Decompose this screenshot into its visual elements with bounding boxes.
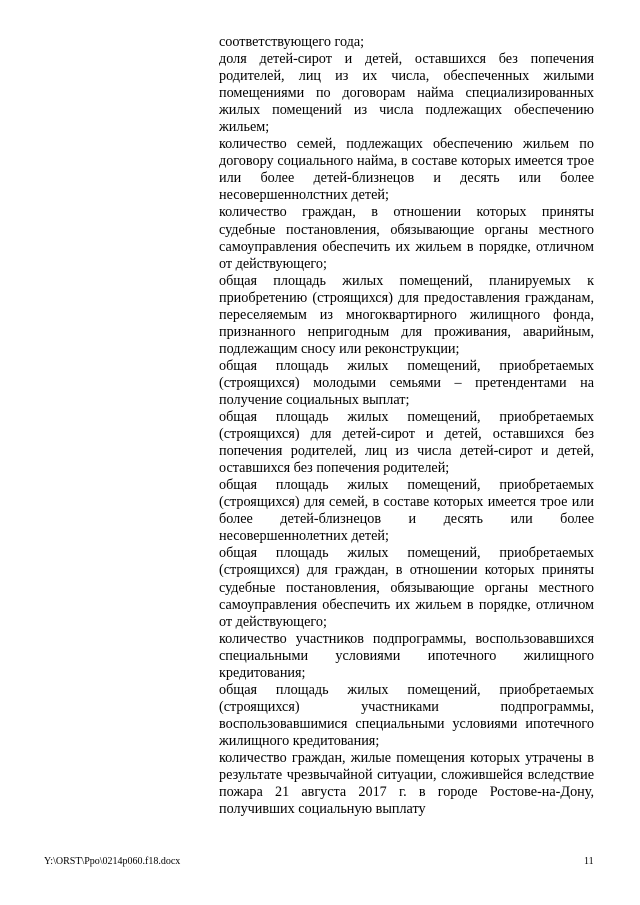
footer-file-path: Y:\ORST\Ppo\0214p060.f18.docx: [44, 856, 181, 867]
footer-page-number: 11: [584, 856, 594, 867]
paragraph: количество граждан, в отношении которых приняты судебные постановления, обязывающие органы местного самоуправления обеспечить их жильем в порядке, отличном от действующего;: [219, 204, 594, 272]
paragraph: общая площадь жилых помещений, приобретаемых (строящихся) для семей, в составе которых имеется трое или более детей-близнецов и десять или более несовершеннолетних детей;: [219, 477, 594, 545]
paragraph: общая площадь жилых помещений, приобретаемых (строящихся) для детей-сирот и детей, оставшихся без попечения родителей, лиц из числа детей-сирот и детей, оставшихся без попечения родителей;: [219, 409, 594, 477]
document-body: [219, 34, 594, 818]
paragraph: соответствующего года;: [219, 34, 365, 50]
paragraph: доля детей-сирот и детей, оставшихся без попечения родителей, лиц из их числа, обеспеченных жилыми помещениями по договорам найма специализированных жилых помещений из числа подлежащих обеспечению жильем;: [219, 51, 594, 136]
paragraph: количество участников подпрограммы, воспользовавшихся специальными условиями ипотечного жилищного кредитования;: [219, 630, 594, 681]
paragraph: общая площадь жилых помещений, приобретаемых (строящихся) молодыми семьями – претендентами на получение социальных выплат;: [219, 357, 594, 408]
paragraph: общая площадь жилых помещений, приобретаемых (строящихся) участниками подпрограммы, воспользовавшимися специальными условиями ипотечного жилищного кредитования;: [219, 681, 594, 749]
paragraph: количество граждан, жилые помещения которых утрачены в результате чрезвычайной ситуации, сложившейся вследствие пожара 21 августа 2017 г. в городе Ростове-на-Дону, получивших социальную выплату: [219, 749, 594, 818]
paragraph: общая площадь жилых помещений, приобретаемых (строящихся) для граждан, в отношении которых приняты судебные постановления, обязывающие органы местного самоуправления обеспечить их жильем в порядке, отличном от действующего;: [219, 545, 594, 630]
paragraph: общая площадь жилых помещений, планируемых к приобретению (строящихся) для предоставления гражданам, переселяемым из многоквартирного жилищного фонда, признанного непригодным для проживания, аварийным, подлежащим сносу или реконструкции;: [219, 272, 594, 357]
paragraph: количество семей, подлежащих обеспечению жильем по договору социального найма, в составе которых имеется трое или более детей-близнецов и десять или более несовершеннолстних детей;: [219, 136, 594, 204]
